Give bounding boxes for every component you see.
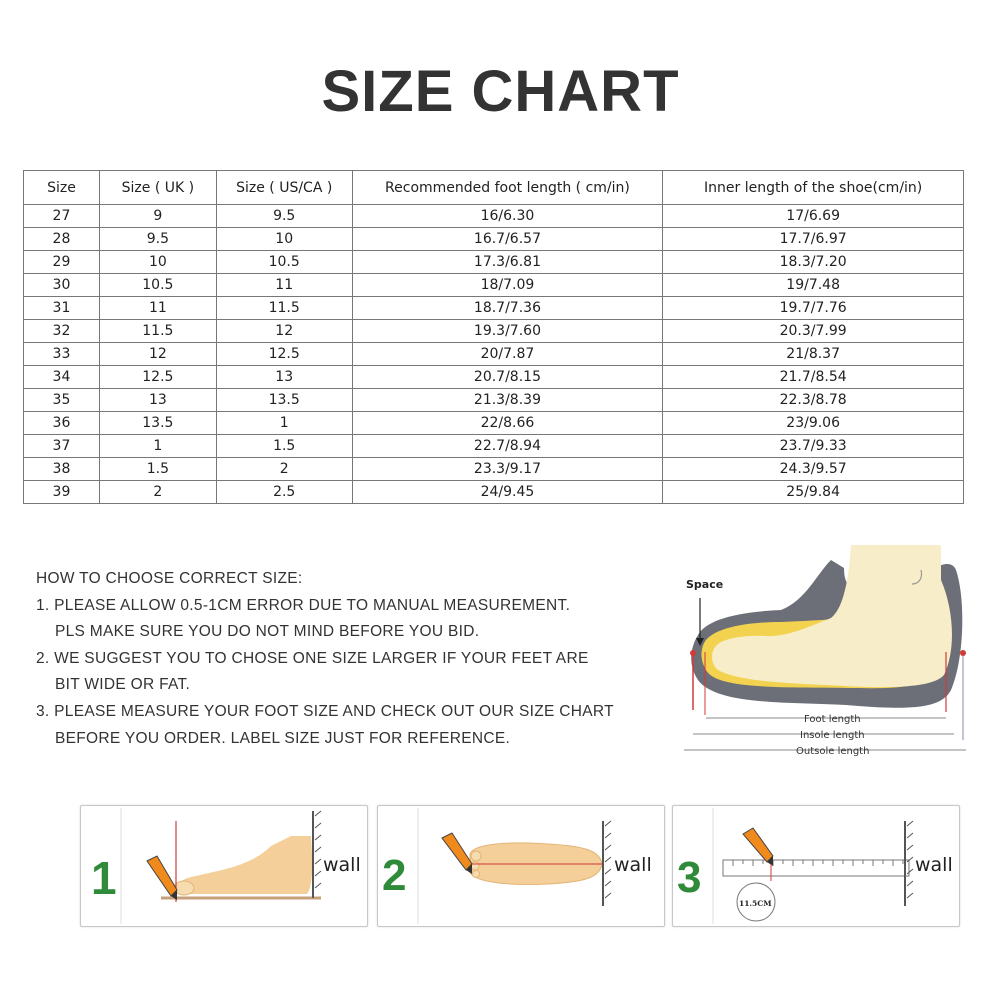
- step-3-wall-label: wall: [915, 854, 953, 876]
- cell-size-uk: 2: [99, 481, 216, 504]
- cell-size-uk: 9: [99, 205, 216, 228]
- insole-length-label: Insole length: [800, 730, 865, 741]
- cell-foot-length: 23.3/9.17: [352, 458, 663, 481]
- cell-size-us-ca: 10.5: [216, 251, 352, 274]
- table-row: [24, 366, 964, 389]
- howto-line: BEFORE YOU ORDER. LABEL SIZE JUST FOR REFERENCE.: [55, 729, 511, 747]
- cell-foot-length: 16.7/6.57: [352, 228, 663, 251]
- table-row: [24, 228, 964, 251]
- cell-size: 30: [24, 274, 100, 297]
- howto-line: 2. WE SUGGEST YOU TO CHOSE ONE SIZE LARGER IF YOUR FEET ARE: [36, 649, 589, 667]
- cell-inner-length: 17/6.69: [663, 205, 964, 228]
- cell-size: 28: [24, 228, 100, 251]
- step-1-number: 1: [91, 852, 117, 904]
- cell-size-uk: 13: [99, 389, 216, 412]
- cell-inner-length: 22.3/8.78: [663, 389, 964, 412]
- cell-foot-length: 22/8.66: [352, 412, 663, 435]
- outsole-length-label: Outsole length: [796, 746, 870, 757]
- cell-size-uk: 12.5: [99, 366, 216, 389]
- cell-size-uk: 10: [99, 251, 216, 274]
- table-row: [24, 458, 964, 481]
- cell-foot-length: 18/7.09: [352, 274, 663, 297]
- header-inner-length: Inner length of the shoe(cm/in): [663, 171, 964, 205]
- cell-size: 37: [24, 435, 100, 458]
- cell-inner-length: 20.3/7.99: [663, 320, 964, 343]
- cell-size-uk: 13.5: [99, 412, 216, 435]
- shoe-measurement-diagram: [676, 540, 976, 765]
- step-3-measure-label: 11.5CM: [739, 899, 772, 908]
- header-size: Size: [24, 171, 100, 205]
- cell-size-us-ca: 10: [216, 228, 352, 251]
- table-row: [24, 389, 964, 412]
- table-row: [24, 205, 964, 228]
- step-panel-1: [80, 805, 368, 927]
- cell-foot-length: 18.7/7.36: [352, 297, 663, 320]
- cell-foot-length: 16/6.30: [352, 205, 663, 228]
- table-row: [24, 251, 964, 274]
- step-panel-2: [377, 805, 665, 927]
- cell-size-us-ca: 13.5: [216, 389, 352, 412]
- page-title: SIZE CHART: [321, 59, 680, 124]
- howto-line: 1. PLEASE ALLOW 0.5-1CM ERROR DUE TO MANUAL MEASUREMENT.: [36, 596, 571, 614]
- header-size-uk: Size ( UK ): [99, 171, 216, 205]
- step-1-wall-label: wall: [323, 854, 361, 876]
- table-header-row: [24, 171, 964, 205]
- cell-size-uk: 11.5: [99, 320, 216, 343]
- foot-length-label: Foot length: [804, 714, 861, 725]
- cell-size-us-ca: 2: [216, 458, 352, 481]
- cell-inner-length: 17.7/6.97: [663, 228, 964, 251]
- cell-size-us-ca: 1: [216, 412, 352, 435]
- cell-size-uk: 1: [99, 435, 216, 458]
- step-3-number: 3: [677, 853, 702, 902]
- howto-line: 3. PLEASE MEASURE YOUR FOOT SIZE AND CHECK OUT OUR SIZE CHART: [36, 702, 614, 720]
- cell-size: 32: [24, 320, 100, 343]
- step-2-wall-label: wall: [614, 854, 652, 876]
- cell-size-uk: 1.5: [99, 458, 216, 481]
- space-label: Space: [686, 578, 724, 591]
- howto-line: BIT WIDE OR FAT.: [55, 676, 191, 694]
- how-to-choose-section: [36, 566, 614, 752]
- cell-inner-length: 18.3/7.20: [663, 251, 964, 274]
- cell-foot-length: 19.3/7.60: [352, 320, 663, 343]
- cell-size: 38: [24, 458, 100, 481]
- table-row: [24, 320, 964, 343]
- table-row: [24, 297, 964, 320]
- header-foot-length: Recommended foot length ( cm/in): [352, 171, 663, 205]
- cell-inner-length: 21.7/8.54: [663, 366, 964, 389]
- cell-inner-length: 24.3/9.57: [663, 458, 964, 481]
- cell-size-us-ca: 12.5: [216, 343, 352, 366]
- cell-size: 36: [24, 412, 100, 435]
- howto-heading: HOW TO CHOOSE CORRECT SIZE:: [36, 570, 303, 587]
- cell-inner-length: 19.7/7.76: [663, 297, 964, 320]
- cell-size: 34: [24, 366, 100, 389]
- cell-size-us-ca: 13: [216, 366, 352, 389]
- cell-size-us-ca: 11: [216, 274, 352, 297]
- cell-size-us-ca: 2.5: [216, 481, 352, 504]
- cell-inner-length: 23.7/9.33: [663, 435, 964, 458]
- cell-foot-length: 24/9.45: [352, 481, 663, 504]
- cell-foot-length: 21.3/8.39: [352, 389, 663, 412]
- cell-size: 35: [24, 389, 100, 412]
- shoe-diagram-illustration: [676, 540, 976, 765]
- step-2-number: 2: [382, 851, 407, 900]
- table-row: [24, 343, 964, 366]
- cell-size: 27: [24, 205, 100, 228]
- cell-size-uk: 12: [99, 343, 216, 366]
- cell-size-us-ca: 9.5: [216, 205, 352, 228]
- cell-size-uk: 9.5: [99, 228, 216, 251]
- cell-foot-length: 22.7/8.94: [352, 435, 663, 458]
- cell-inner-length: 23/9.06: [663, 412, 964, 435]
- table-row: [24, 274, 964, 297]
- cell-size: 39: [24, 481, 100, 504]
- table-row: [24, 412, 964, 435]
- cell-inner-length: 21/8.37: [663, 343, 964, 366]
- cell-foot-length: 17.3/6.81: [352, 251, 663, 274]
- cell-size-us-ca: 11.5: [216, 297, 352, 320]
- cell-foot-length: 20/7.87: [352, 343, 663, 366]
- table-row: [24, 435, 964, 458]
- cell-size: 33: [24, 343, 100, 366]
- cell-inner-length: 19/7.48: [663, 274, 964, 297]
- header-size-us-ca: Size ( US/CA ): [216, 171, 352, 205]
- cell-size: 31: [24, 297, 100, 320]
- cell-size-uk: 11: [99, 297, 216, 320]
- cell-size-us-ca: 12: [216, 320, 352, 343]
- cell-size-us-ca: 1.5: [216, 435, 352, 458]
- cell-size-uk: 10.5: [99, 274, 216, 297]
- howto-line: PLS MAKE SURE YOU DO NOT MIND BEFORE YOU BID.: [55, 623, 480, 641]
- cell-foot-length: 20.7/8.15: [352, 366, 663, 389]
- step-panel-3: [672, 805, 960, 927]
- cell-size: 29: [24, 251, 100, 274]
- size-chart-table: [23, 170, 964, 504]
- table-row: [24, 481, 964, 504]
- cell-inner-length: 25/9.84: [663, 481, 964, 504]
